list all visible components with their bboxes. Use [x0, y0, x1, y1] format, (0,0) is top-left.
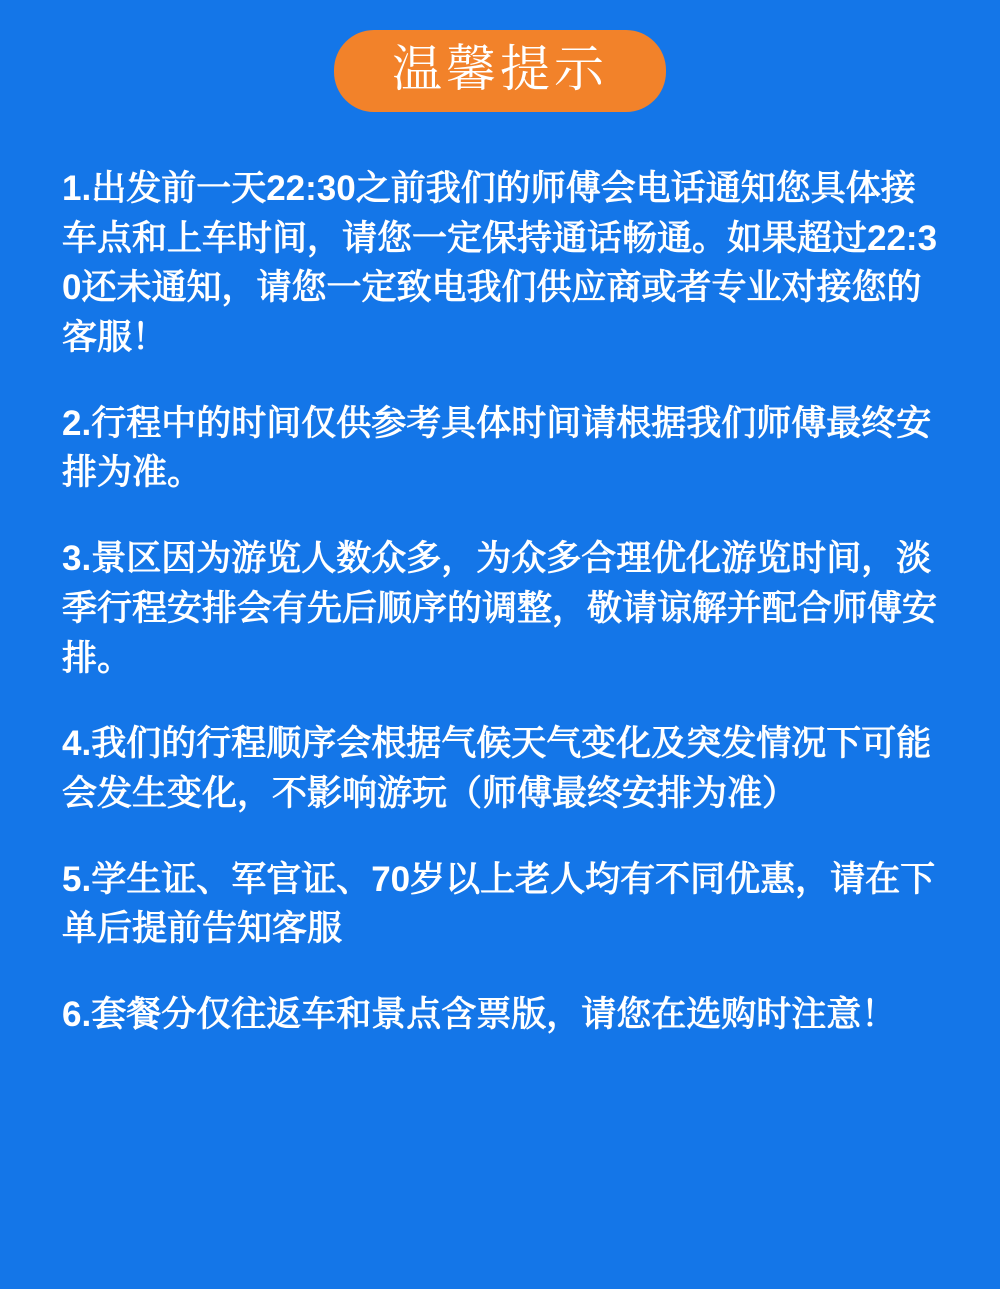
list-item: 4.我们的行程顺序会根据气候天气变化及突发情况下可能会发生变化，不影响游玩（师傅最终安排为准）	[62, 724, 932, 813]
list-item: 2.行程中的时间仅供参考具体时间请根据我们师傅最终安排为准。	[62, 403, 932, 493]
list-item: 5.学生证、军官证、70岁以上老人均有不同优惠，请在下单后提前告知客服	[62, 859, 936, 949]
poster-header	[0, 0, 1000, 112]
page-title: 温馨提示	[334, 30, 666, 112]
list-item: 6.套餐分仅往返车和景点含票版，请您在选购时注意！	[62, 994, 897, 1034]
list-item: 1.出发前一天22:30之前我们的师傅会电话通知您具体接车点和上车时间，请您一定保持通话畅通。如果超过22:30还未通知，请您一定致电我们供应商或者专业对接您的客服！	[62, 169, 938, 358]
notes-list	[0, 112, 1000, 1040]
list-item: 3.景区因为游览人数众多，为众多合理优化游览时间，淡季行程安排会有先后顺序的调整，敬请谅解并配合师傅安排。	[62, 539, 938, 678]
